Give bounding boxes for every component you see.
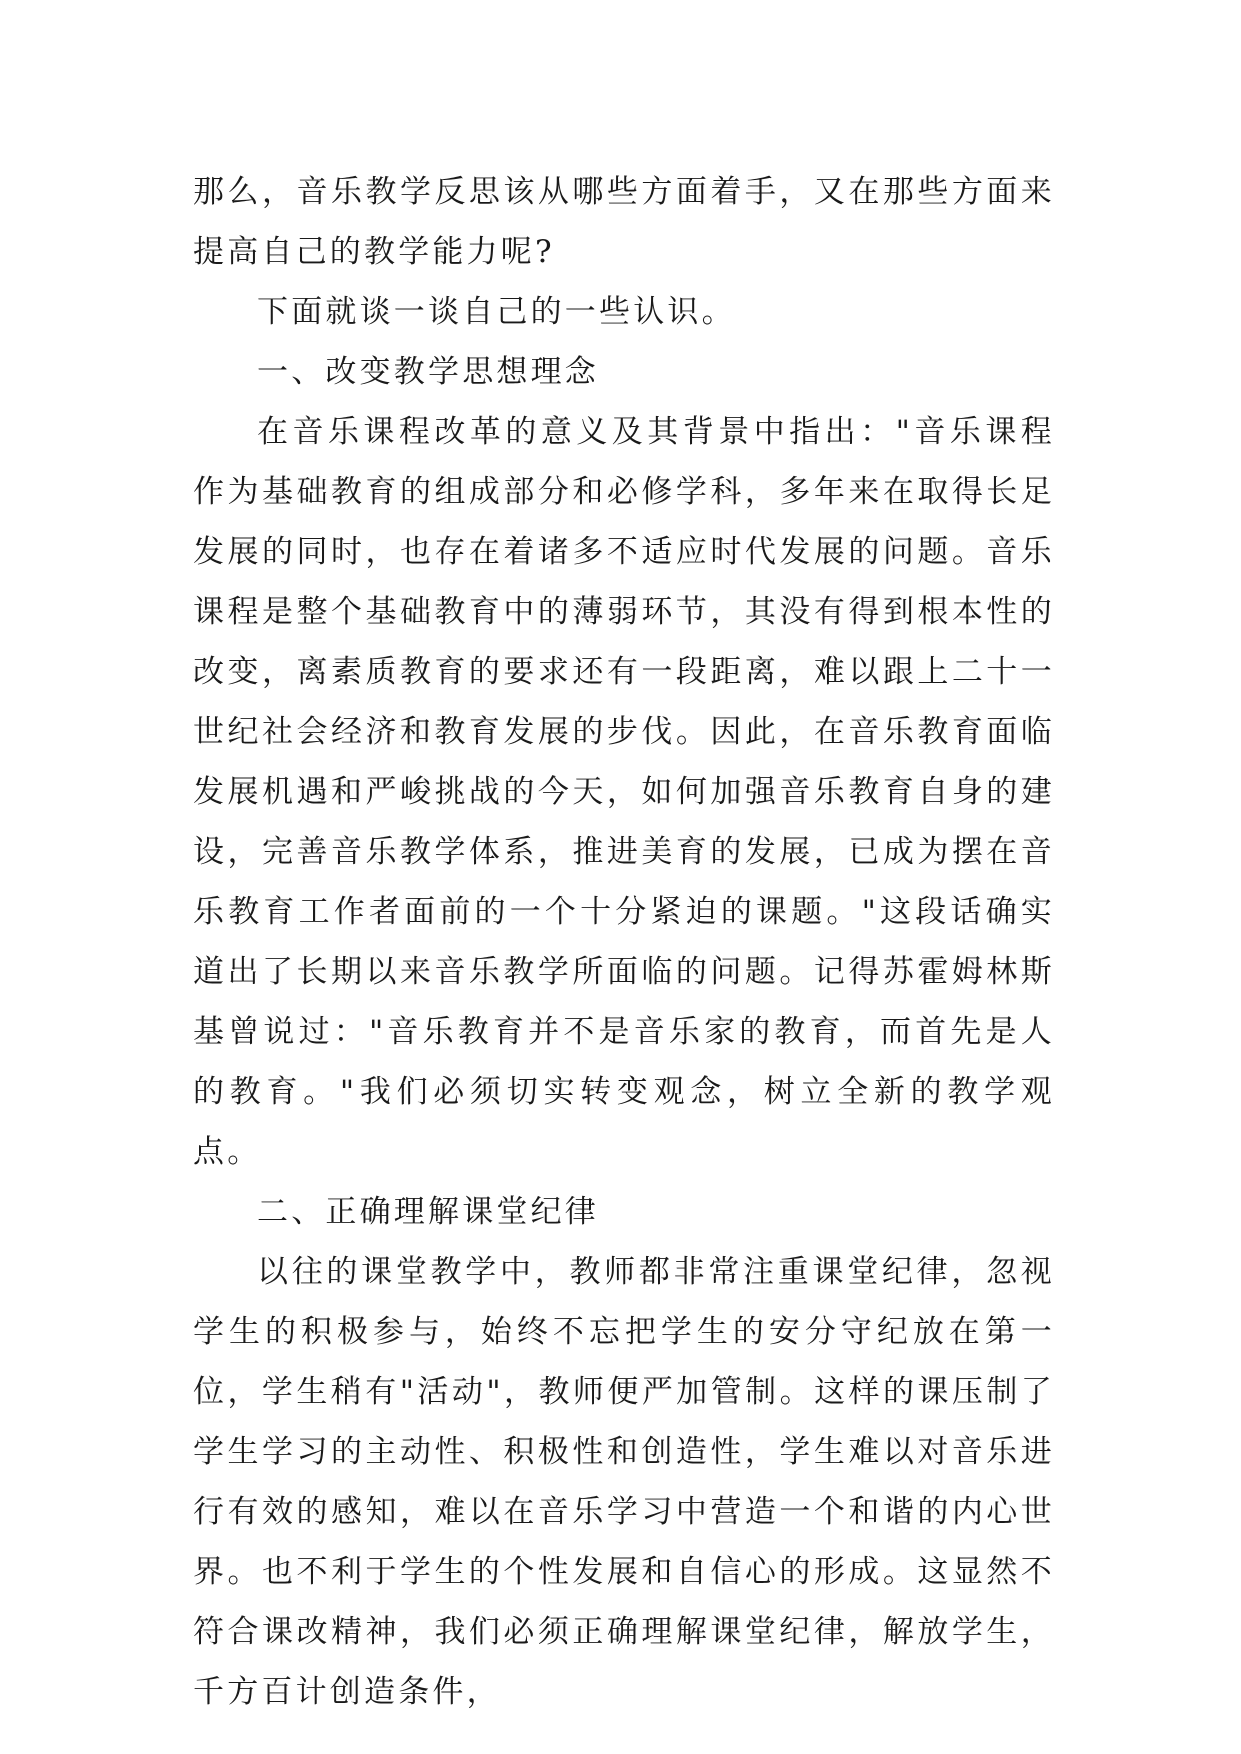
paragraph-intro: 那么，音乐教学反思该从哪些方面着手，又在那些方面来提高自己的教学能力呢? [193, 174, 1055, 270]
paragraph-lead-in: 下面就谈一谈自己的一些认识。 [257, 294, 736, 330]
paragraph-section-2: 以往的课堂教学中，教师都非常注重课堂纪律，忽视学生的积极参与，始终不忘把学生的安分守纪放在第一位，学生稍有"活动"，教师便严加管制。这样的课压制了学生学习的主动性、积极性和创造性，学生难以对音乐进行有效的感知，难以在音乐学习中营造一个和谐的内心世界。也不利于学生的个性发展和自信心的形成。这显然不符合课改精神，我们必须正确理解课堂纪律，解放学生，千方百计创造条件， [193, 1254, 1055, 1710]
document-body [193, 162, 1055, 1722]
section-heading-1: 一、改变教学思想理念 [257, 354, 599, 390]
section-heading-2: 二、正确理解课堂纪律 [257, 1194, 599, 1230]
paragraph-section-1: 在音乐课程改革的意义及其背景中指出："音乐课程作为基础教育的组成部分和必修学科，多年来在取得长足发展的同时，也存在着诸多不适应时代发展的问题。音乐课程是整个基础教育中的薄弱环节，其没有得到根本性的改变，离素质教育的要求还有一段距离，难以跟上二十一世纪社会经济和教育发展的步伐。因此，在音乐教育面临发展机遇和严峻挑战的今天，如何加强音乐教育自身的建设，完善音乐教学体系，推进美育的发展，已成为摆在音乐教育工作者面前的一个十分紧迫的课题。"这段话确实道出了长期以来音乐教学所面临的问题。记得苏霍姆林斯基曾说过："音乐教育并不是音乐家的教育，而首先是人的教育。"我们必须切实转变观念，树立全新的教学观点。 [193, 414, 1055, 1170]
